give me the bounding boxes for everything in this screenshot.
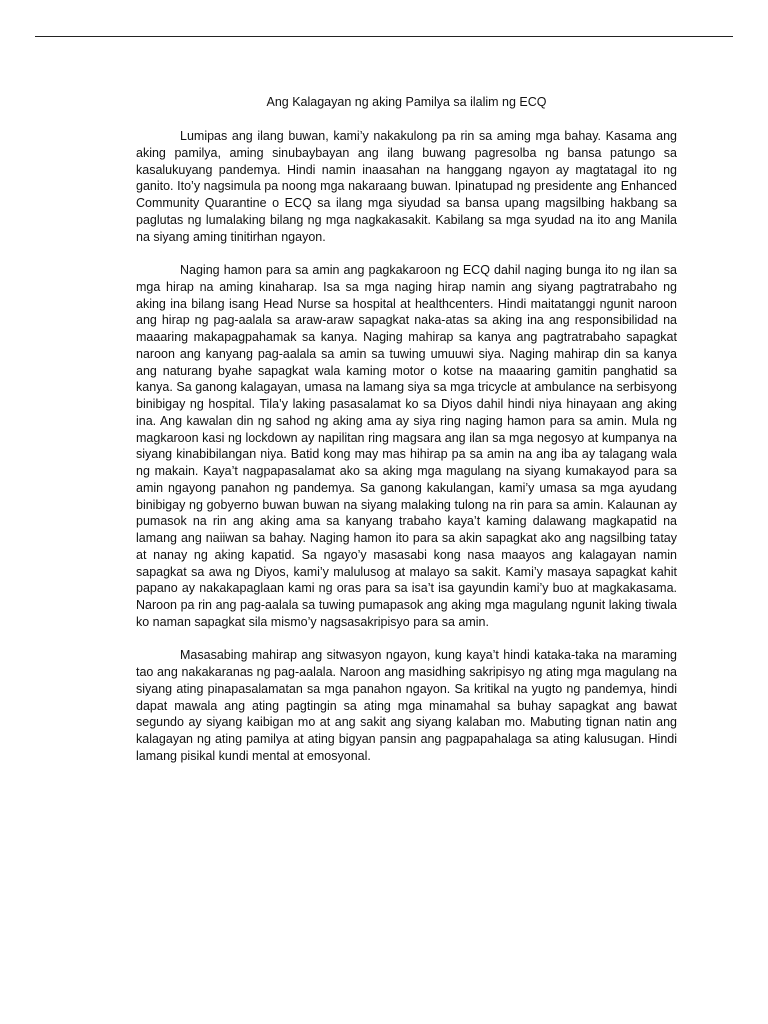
document-page — [136, 94, 677, 781]
page-top-rule — [35, 36, 733, 37]
document-title: Ang Kalagayan ng aking Pamilya sa ilalim ng ECQ — [266, 95, 547, 109]
paragraph-1: Lumipas ang ilang buwan, kami’y nakakulong pa rin sa aming mga bahay. Kasama ang aking pamilya, aming sinubaybayan ang ilang buwang pagresolba ng bansa patungo sa kasalukuyang pandemya. Hindi namin inaasahan na hanggang ngayon ay magtatagal ito ng ganito. Ito’y nagsimula pa noong mga nakaraang buwan. Ipinatupad ng presidente ang Enhanced Community Quarantine o ECQ sa ilang mga siyudad sa bansa upang magsilbing hakbang sa paglutas ng lumalaking bilang ng mga nagkakasakit. Kabilang sa mga syudad na ito ang Manila na siyang aming tinitirhan ngayon. — [136, 129, 677, 244]
paragraph-3: Masasabing mahirap ang sitwasyon ngayon, kung kaya’t hindi kataka-taka na maraming tao ang nakakaranas ng pag-aalala. Naroon ang masidhing sakripisyo ng ating mga magulang na siyang ating pinapasalamatan sa mga panahon ngayon. Sa kritikal na yugto ng pandemya, hindi dapat mawala ang ating pagtingin sa ating mga minamahal sa buhay sapagkat ang bawat segundo ay siyang kaibigan mo at ang sakit ang siyang kalaban mo. Mabuting tignan natin ang kalagayan ng ating pamilya at ating bigyan pansin ang pagpapahalaga sa ating kalusugan. Hindi lamang pisikal kundi mental at emosyonal. — [136, 648, 677, 763]
paragraph-2: Naging hamon para sa amin ang pagkakaroon ng ECQ dahil naging bunga ito ng ilan sa mga hirap na aming kinaharap. Isa sa mga naging hirap namin ang siyang pagtratrabaho ng aking ina bilang isang Head Nurse sa hospital at healthcenters. Hindi maitatanggi ngunit naroon ang hirap ng pag-aalala sa araw-araw sapagkat naka-atas sa aking ina ang responsibilidad na maaaring makapagpahamak sa kanya. Naging mahirap sa kanya ang pagtratrabaho sapagkat naroon ang kanyang pag-aalala sa amin sa tuwing umuuwi siya. Naging mahirap din sa kanya ang naturang byahe sapagkat wala kaming motor o kotse na maaaring gamitin panghatid sa kanya. Sa ganong kalagayan, umasa na lamang siya sa mga tricycle at ambulance na serbisyong binibigay ng hospital. Tila’y laking pasasalamat ko sa Diyos dahil hindi niya hinayaan ang aking ina. Ang kawalan din ng sahod ng aking ama ay siya ring naging hamon para sa amin. Mula ng magkaroon kasi ng lockdown ay napilitan ring magsara ang ilan sa mga negosyo at kumpanya na siyang kinabibilangan niya. Batid kong may mas hihirap pa sa amin na ang iba ay talagang wala ng makain. Kaya’t nagpapasalamat ako sa aking mga magulang na siyang kumakayod para sa amin ngayong panahon ng pandemya. Sa ganong kakulangan, kami’y umasa sa mga ayudang binibigay ng gobyerno buwan buwan na siyang malaking tulong na rin para sa amin. Kalaunan ay pumasok na rin ang aking ama sa kanyang trabaho kaya’t kaming dalawang magkapatid na lamang ang naiiwan sa bahay. Naging hamon ito para sa akin sapagkat ako ang nagsilbing tatay at nanay ng aking kapatid. Sa ngayo’y masasabi kong nasa maayos ang kalagayan namin sapagkat sa awa ng Diyos, kami’y malulusog at malayo sa sakit. Kami’y masaya sapagkat kahit papano ay nakakapaglaan kami ng oras para sa isa’t isa gayundin kami’y buo at magkakasama. Naroon pa rin ang pag-aalala sa tuwing pumapasok ang aking mga magulang ngunit laking tiwala ko naman sapagkat sila mismo’y nagsasakripisyo para sa amin. — [136, 263, 677, 629]
